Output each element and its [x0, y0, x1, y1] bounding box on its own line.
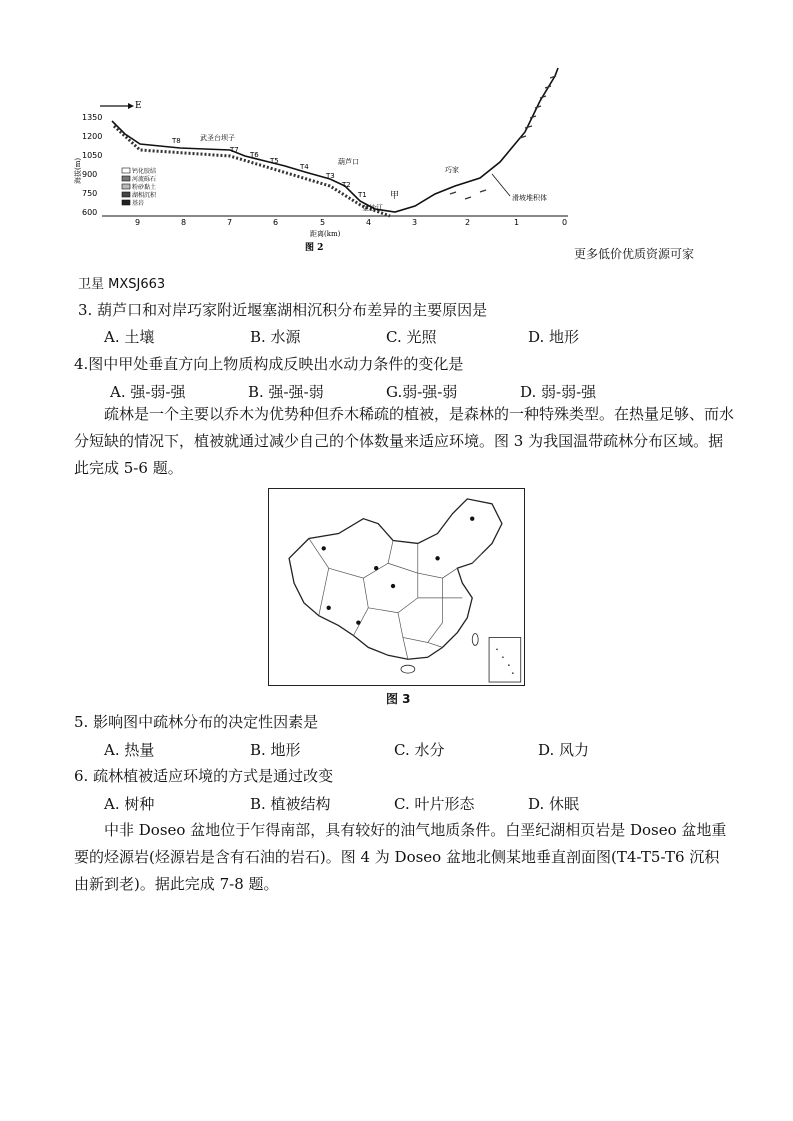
figure-2-caption: 图 2 [305, 243, 324, 253]
x-tick: 8 [181, 218, 187, 227]
figure-2-profile [74, 66, 580, 256]
question-4-stem: 4.图中甲处垂直方向上物质构成反映出水动力条件的变化是 [74, 355, 464, 373]
y-tick: 600 [82, 208, 98, 217]
legend-item: 钙化胶结 [132, 168, 157, 175]
terrace-label: T4 [300, 163, 309, 171]
figure-3-map [268, 488, 525, 686]
x-tick: 0 [562, 218, 568, 227]
legend-item: 河流砾石 [132, 176, 157, 183]
q6-option-d[interactable]: D. 休眠 [528, 795, 580, 813]
ad-text: 更多低价优质资源可家 [574, 247, 695, 261]
south-sea-islands [496, 648, 514, 674]
q4-option-d[interactable]: D. 弱-弱-强 [520, 383, 597, 401]
q6-option-b[interactable]: B. 植被结构 [250, 795, 331, 813]
q3-option-d[interactable]: D. 地形 [528, 328, 580, 346]
legend-item: 湖相沉积 [132, 192, 157, 199]
place-label: 滑坡堆积体 [512, 194, 547, 202]
place-label: 甲 [390, 191, 400, 201]
y-tick: 1200 [82, 132, 103, 141]
province-borders [309, 538, 482, 659]
q4-option-c[interactable]: G.弱-强-弱 [386, 383, 458, 401]
terrace-label: T8 [172, 137, 181, 145]
x-axis-label: 距离(km) [310, 230, 341, 238]
terrace-labels [171, 137, 367, 199]
profile-diagram [74, 66, 580, 256]
place-label: 葫芦口 [338, 158, 359, 166]
q4-option-b[interactable]: B. 强-强-弱 [248, 383, 324, 401]
figure-3-caption: 图 3 [386, 692, 411, 706]
x-tick: 3 [412, 218, 418, 227]
x-tick: 9 [135, 218, 141, 227]
x-tick: 6 [273, 218, 279, 227]
terrace-label: T1 [358, 191, 367, 199]
terrace-label: T7 [230, 146, 239, 154]
y-tick: 750 [82, 189, 98, 198]
terrace-label: T5 [270, 157, 279, 165]
q5-option-a[interactable]: A. 热量 [104, 741, 155, 759]
passage-1: 疏林是一个主要以乔木为优势种但乔木稀疏的植被，是森林的一种特殊类型。在热量足够、而水分短缺的情况下，植被就通过减少自己的个体数量来适应环境。图 3 为我国温带疏林分布区域。据此完成 5-6 题。 [74, 405, 735, 477]
china-outline [289, 499, 502, 659]
legend-item: 基岩 [132, 200, 145, 207]
terrace-label: T6 [250, 151, 259, 159]
q4-option-a[interactable]: A. 强-弱-强 [110, 383, 186, 401]
y-tick: 1050 [82, 151, 103, 160]
legend [122, 167, 157, 207]
q5-option-d[interactable]: D. 风力 [538, 741, 590, 759]
question-6-stem: 6. 疏林植被适应环境的方式是通过改变 [74, 767, 334, 785]
x-tick: 5 [320, 218, 326, 227]
place-label: 武圣台坝子 [200, 134, 235, 142]
question-5-stem: 5. 影响图中疏林分布的决定性因素是 [74, 713, 319, 731]
x-axis [135, 218, 567, 227]
place-label: 巧家 [445, 166, 459, 174]
legend-item: 粉砂黏土 [132, 184, 157, 191]
place-label: 金沙江 [362, 204, 383, 212]
landslide-pointer [492, 174, 510, 196]
q3-option-a[interactable]: A. 土壤 [104, 328, 155, 346]
q3-option-c[interactable]: C. 光照 [386, 328, 437, 346]
y-tick: 1350 [82, 113, 103, 122]
china-map [269, 489, 524, 685]
satellite-text: 卫星 MXSJ663 [78, 277, 166, 292]
y-axis-label: 海拔(m) [74, 157, 82, 184]
passage-2: 中非 Doseo 盆地位于乍得南部，具有较好的油气地质条件。白垩纪湖相页岩是 Doseo 盆地重要的烃源岩(烃源岩是含有石油的岩石)。图 4 为 Doseo 盆地北侧某地垂直剖面图(T4-T5-T6 沉积由新到老)。据此完成 7-8 题。 [74, 821, 727, 893]
landslide-hatch [450, 76, 556, 199]
sparse-forest-dots [322, 517, 475, 625]
south-sea-inset [489, 637, 521, 682]
x-tick: 1 [514, 218, 520, 227]
x-tick: 2 [465, 218, 471, 227]
q6-option-c[interactable]: C. 叶片形态 [394, 795, 475, 813]
q5-option-b[interactable]: B. 地形 [250, 741, 301, 759]
q6-option-a[interactable]: A. 树种 [104, 795, 155, 813]
x-tick: 7 [227, 218, 233, 227]
terrace-label: T3 [326, 172, 335, 180]
place-labels [200, 133, 547, 212]
y-tick: 900 [82, 170, 98, 179]
taiwan-island [472, 634, 478, 646]
terrace-label: T2 [342, 181, 351, 189]
question-3-stem: 3. 葫芦口和对岸巧家附近堰塞湖相沉积分布差异的主要原因是 [78, 301, 488, 319]
q5-option-c[interactable]: C. 水分 [394, 741, 445, 759]
direction-label: E [135, 101, 142, 111]
q3-option-b[interactable]: B. 水源 [250, 328, 301, 346]
y-axis [82, 113, 102, 217]
x-tick: 4 [366, 218, 372, 227]
hainan-island [401, 665, 415, 673]
